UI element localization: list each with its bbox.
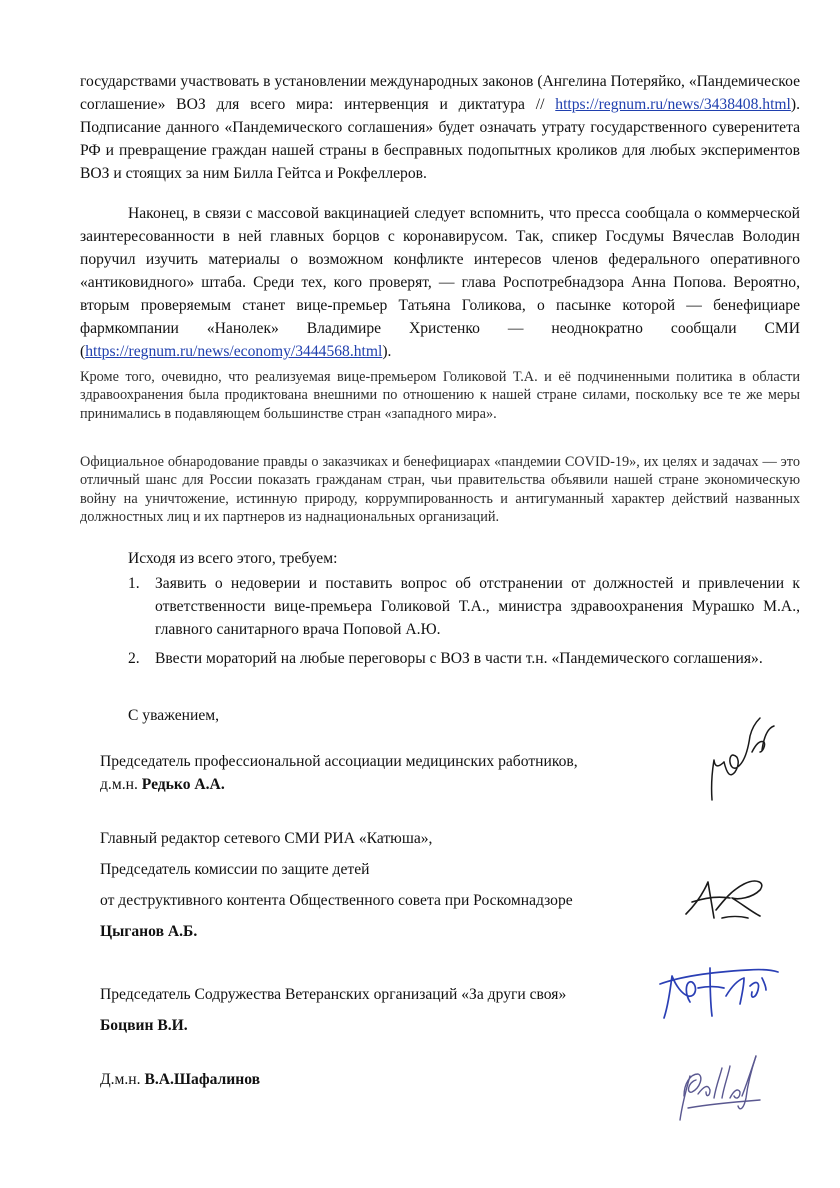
paragraph-text: ). <box>382 343 392 360</box>
signatory-degree: Д.м.н. <box>100 1071 141 1088</box>
paragraph-official-disclosure: Официальное обнародование правды о заказчиках и бенефициарах «пандемии COVID-19», их целях и задачах — это отличный шанс для России показать гражданам стран, чьи правительства объявили нашей стране экономическую войну на уничтожение, истинную природу, коррумпированность и антигуманный характер действий названных должностных лиц и их партнеров из наднациональных организаций. <box>80 454 800 526</box>
paragraph-text: ). Подписание данного «Пандемического соглашения» будет означать утрату государственного суверенитета РФ и превращение граждан нашей страны в бесправных подопытных кроликов для любых экспериментов ВОЗ и стоящих за ним Билла Гейтса и Рокфеллеров. <box>80 96 800 182</box>
signature-tsyganov <box>682 872 770 924</box>
signatory-title: Председатель комиссии по защите детей <box>100 861 370 878</box>
demand-text: Заявить о недоверии и поставить вопрос об отстранении от должностей и привлечении к ответственности вице-премьера Голиковой Т.А., министра здравоохранения Мурашко М.А., главного санитарного врача Поповой А.Ю. <box>155 575 800 638</box>
demand-item <box>128 572 800 641</box>
paragraph-pandemic-agreement <box>80 70 800 185</box>
signatory-title: Председатель профессиональной ассоциации медицинских работников, <box>100 753 578 770</box>
demand-item <box>128 647 800 670</box>
signature-botsvin <box>652 956 782 1026</box>
signatory-name: В.А.Шафалинов <box>144 1071 261 1088</box>
paragraph-text: государствами участвовать в установлении международных законов (Ангелина Потеряйко, «Пандемическое соглашение» ВОЗ для всего мира: интервенция и диктатура // <box>80 73 800 113</box>
signatory-name-line <box>100 773 225 796</box>
signatory-name-line <box>100 1014 188 1037</box>
signature-redko <box>700 712 778 804</box>
paragraph-vaccination <box>80 202 800 363</box>
signature-shafalinov <box>670 1046 770 1126</box>
demand-number: 1. <box>128 575 140 592</box>
signatory-name-line <box>100 920 197 943</box>
signatory-name-line <box>100 1068 260 1091</box>
signatory-name: Цыганов А.Б. <box>100 923 198 940</box>
signatory-name: Редько А.А. <box>141 776 225 793</box>
paragraph-text: Наконец, в связи с массовой вакцинацией следует вспомнить, что пресса сообщала о коммерческой заинтересованности в ней главных борцов с коронавирусом. Так, спикер Госдумы Вячеслав Володин поручил изучить материалы о возможном конфликте интересов членов федерального оперативного «антиковидного» штаба. Среди тех, кого проверят, — глава Роспотребнадзора Анна Попова. Вероятно, вторым проверяемым станет вице-премьер Татьяна Голикова, о пасынке которой — бенефициаре фармкомпании «Нанолек» Владимире Христенко — неоднократно сообщали СМИ ( <box>80 205 800 360</box>
regnum-link-2[interactable]: https://regnum.ru/news/economy/3444568.html <box>85 343 383 360</box>
signatory-name: Боцвин В.И. <box>100 1017 188 1034</box>
signatory-title: от деструктивного контента Общественного совета при Роскомнадзоре <box>100 892 573 909</box>
signatory-title: Главный редактор сетевого СМИ РИА «Катюша», <box>100 830 433 847</box>
demands-intro: Исходя из всего этого, требуем: <box>128 550 338 567</box>
paragraph-health-policy: Кроме того, очевидно, что реализуемая вице-премьером Голиковой Т.А. и её подчиненными политика в области здравоохранения была продиктована внешними по отношению к нашей стране силами, поскольку все те же меры принимались в подавляющем большинстве стран «западного мира». <box>80 369 800 422</box>
signatory-degree: д.м.н. <box>100 776 138 793</box>
demands-list <box>128 572 800 670</box>
closing-regards: С уважением, <box>128 707 220 724</box>
demand-number: 2. <box>128 650 140 667</box>
demand-text: Ввести мораторий на любые переговоры с ВОЗ в части т.н. «Пандемического соглашения». <box>155 650 763 667</box>
signatory-title: Председатель Содружества Ветеранских организаций «За други своя» <box>100 986 567 1003</box>
regnum-link-1[interactable]: https://regnum.ru/news/3438408.html <box>555 96 791 113</box>
